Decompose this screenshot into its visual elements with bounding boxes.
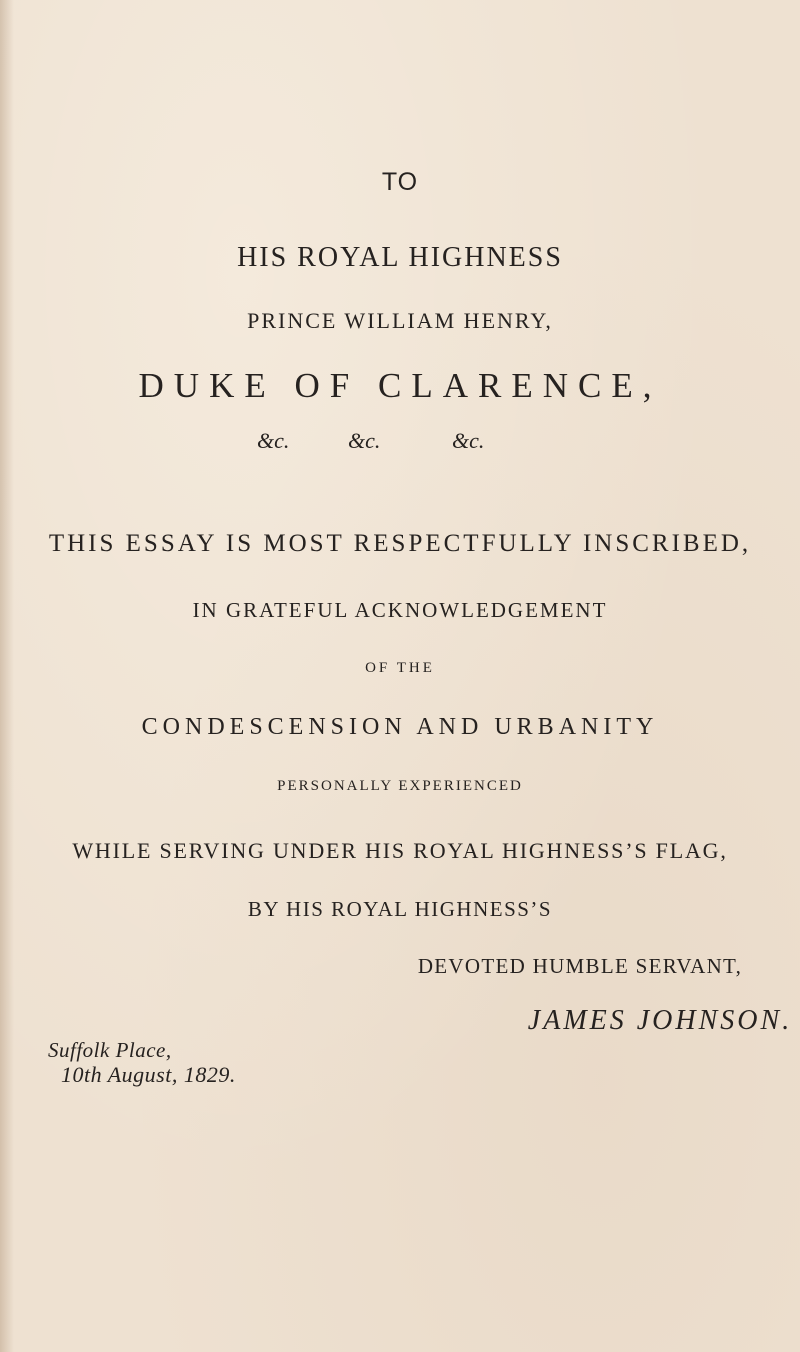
etc-2: &c. bbox=[348, 428, 381, 453]
by-his-line: BY HIS ROYAL HIGHNESS’S bbox=[247, 897, 553, 921]
addressee-rank: DUKE OF CLARENCE, bbox=[138, 366, 662, 405]
inscription-line: THIS ESSAY IS MOST RESPECTFULLY INSCRIBED, bbox=[48, 530, 752, 557]
dedication-to: TO bbox=[381, 168, 419, 196]
author-name: JAMES JOHNSON. bbox=[527, 1005, 793, 1036]
personally-line: PERSONALLY EXPERIENCED bbox=[277, 778, 523, 794]
condescension-line: CONDESCENSION AND URBANITY bbox=[141, 714, 659, 740]
place-line: Suffolk Place, bbox=[48, 1038, 172, 1062]
addressee-title: HIS ROYAL HIGHNESS bbox=[237, 242, 563, 273]
serving-line: WHILE SERVING UNDER HIS ROYAL HIGHNESS’S FLAG, bbox=[72, 838, 728, 863]
addressee-name: PRINCE WILLIAM HENRY, bbox=[247, 308, 553, 333]
etc-3: &c. bbox=[452, 428, 485, 453]
devoted-servant-line: DEVOTED HUMBLE SERVANT, bbox=[417, 954, 743, 978]
date-line: 10th August, 1829. bbox=[61, 1062, 236, 1087]
etc-row bbox=[0, 428, 800, 458]
acknowledgement-line: IN GRATEFUL ACKNOWLEDGEMENT bbox=[192, 598, 608, 622]
etc-1: &c. bbox=[257, 428, 290, 453]
of-the-line: OF THE bbox=[365, 660, 435, 676]
